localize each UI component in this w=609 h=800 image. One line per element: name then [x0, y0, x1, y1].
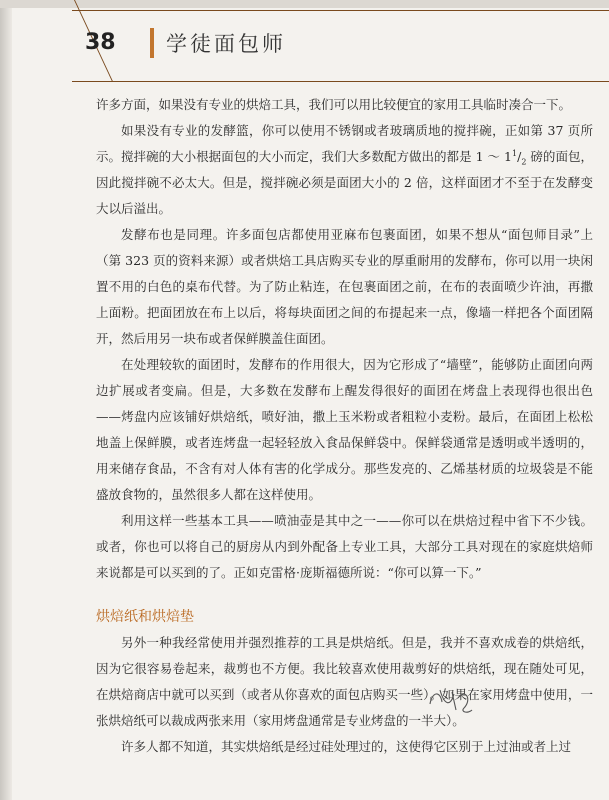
book-title: 学徒面包师 — [166, 32, 286, 56]
paragraph-silicone-paper: 许多人都不知道，其实烘焙纸是经过硅处理过的，这使得它区别于上过油或者上过 — [121, 739, 572, 754]
paragraph-proofing-cloth: 发酵布也是同理。许多面包店都使用亚麻布包裹面团，如果不想从“面包师目录”上（第 323 页的资料来源）或者烘焙工具店购买专业的厚重耐用的发酵布，你可以用一块闲置不用的白色的桌布代替。为了防止粘连，在包裹面团之前，在布的表面喷少许油，再撒上面粉。把面团放在布上以后，将每块面团之间的布提起来一点，像墙一样把各个面团隔开，然后用另一块布或者保鲜膜盖住面团。 — [96, 227, 593, 346]
section-heading: 烘焙纸和烘焙垫 — [96, 609, 194, 625]
paragraph-intro-continued: 许多方面，如果没有专业的烘焙工具，我们可以用比较便宜的家用工具临时凑合一下。 — [96, 97, 572, 112]
paragraph-text: 磅的面包，因此搅拌碗不必太大。但是，搅拌碗必须是面团大小的 2 倍，这样面团才不至于在发酵变大以后溢出。 — [96, 149, 593, 216]
paragraph-parchment-paper: 另外一种我经常使用并强烈推荐的工具是烘焙纸。但是，我并不喜欢成卷的烘焙纸，因为它很容易卷起来，裁剪也不方便。我比较喜欢使用裁剪好的烘焙纸，现在随处可见，在烘焙商店中就可以买到（或者从你喜欢的面包店购买一些）。如果在家用烤盘中使用，一张烘焙纸可以裁成两张来用（家用烤盘通常是专业烤盘的一半大）。 — [96, 635, 593, 728]
fraction-slash: / — [517, 149, 522, 164]
page-body — [96, 92, 593, 760]
paragraph-proofing-basket — [96, 118, 593, 222]
page-number: 38 — [85, 30, 116, 55]
page-edge-shadow — [0, 0, 12, 800]
handwritten-mark — [426, 684, 476, 718]
paragraph-basic-tools: 利用这样一些基本工具——喷油壶是其中之一——你可以在烘焙过程中省下不少钱。或者，你也可以将自己的厨房从内到外配备上专业工具，大部分工具对现在的家庭烘焙师来说都是可以买到的了。正如克雷格·庞斯福德所说：“你可以算一下。” — [96, 513, 593, 580]
page-top-strip — [0, 0, 609, 8]
fraction-denominator: 2 — [521, 157, 527, 167]
paragraph-text: 如果没有专业的发酵篮，你可以使用不锈钢或者玻璃质地的搅拌碗，正如第 37 页所示。搅拌碗的大小根据面包的大小而定，我们大多数配方做出的都是 1 ～ 1 — [96, 123, 593, 164]
fraction-numerator: 1 — [512, 148, 518, 158]
paragraph-soft-dough: 在处理较软的面团时，发酵布的作用很大，因为它形成了“墙壁”，能够防止面团向两边扩展或者变扁。但是，大多数在发酵布上醒发得很好的面团在烤盘上表现得也很出色——烤盘内应该铺好烘焙纸，喷好油，撒上玉米粉或者粗粒小麦粉。最后，在面团上松松地盖上保鲜膜，或者连烤盘一起轻轻放入食品保鲜袋中。保鲜袋通常是透明或半透明的，用来储存食品，不含有对人体有害的化学成分。那些发亮的、乙烯基材质的垃圾袋是不能盛放食物的，虽然很多人都在这样使用。 — [96, 357, 593, 502]
header-accent-bar — [150, 28, 154, 58]
